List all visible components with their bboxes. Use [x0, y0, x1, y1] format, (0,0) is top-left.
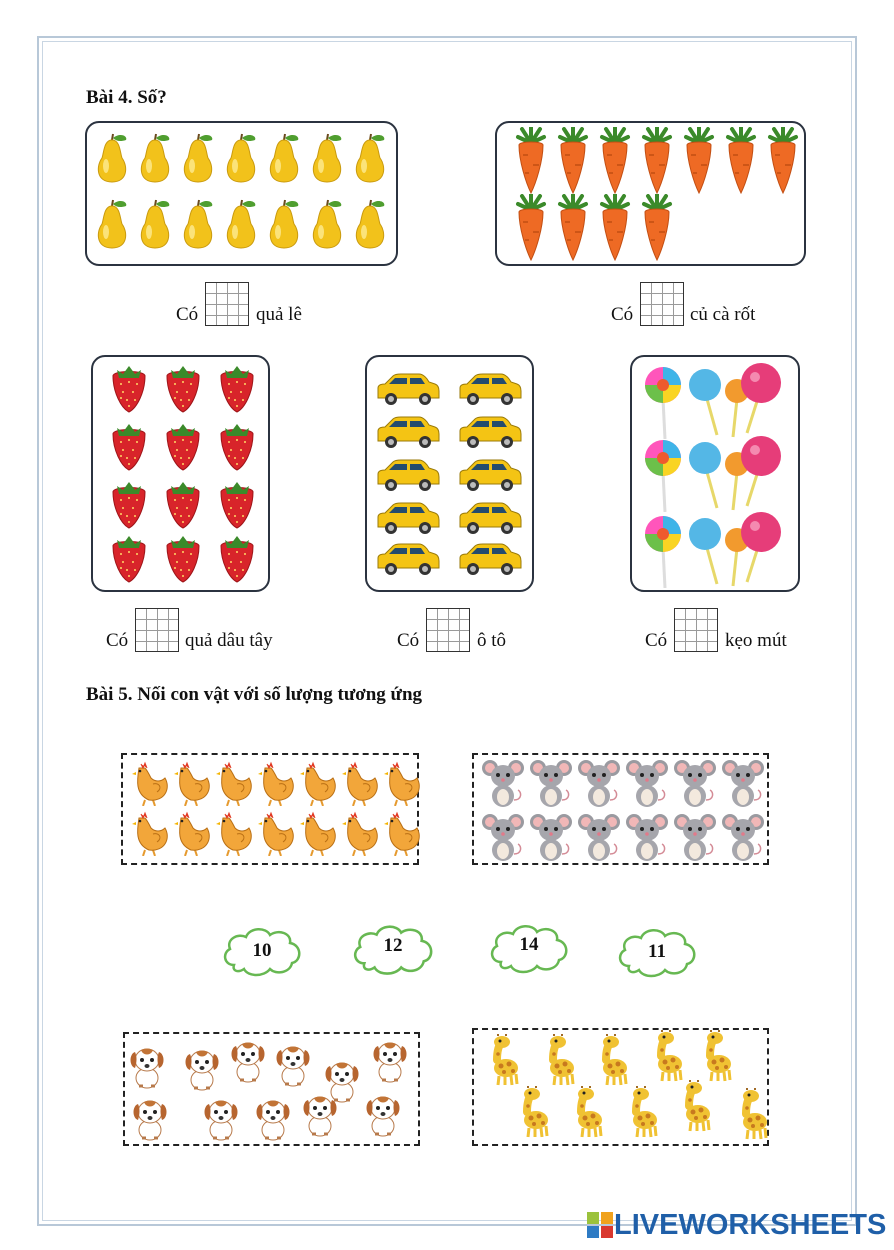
strawberry-icon [109, 532, 149, 589]
pear-icon [307, 198, 347, 257]
answer-suffix: kẹo mút [725, 630, 787, 651]
exercise-4-title: Bài 4. Số? [86, 87, 167, 108]
puppy-icon [253, 1094, 293, 1147]
giraffe-icon [679, 1080, 713, 1137]
strawberry-icon [217, 478, 257, 535]
mouse-icon [722, 758, 764, 813]
puppy-icon [228, 1036, 268, 1089]
hen-icon [341, 760, 381, 811]
strawberry-icon [109, 478, 149, 535]
puppy-icon [363, 1090, 403, 1143]
strawberry-icon [217, 362, 257, 419]
answer-suffix: quả lê [256, 304, 302, 325]
number-value: 11 [648, 941, 666, 962]
logo-text: LIVEWORKSHEETS [614, 1208, 887, 1241]
pear-icon [221, 198, 261, 257]
pear-icon [92, 198, 132, 257]
carrot-icon [556, 127, 590, 200]
hen-icon [383, 810, 423, 861]
mouse-icon [626, 812, 668, 867]
answer-prefix: Có [397, 630, 420, 651]
answer-input-carrots[interactable] [640, 282, 684, 326]
mouse-icon [530, 758, 572, 813]
giraffe-icon [700, 1030, 734, 1087]
carrot-icon [514, 127, 548, 200]
strawberry-icon [163, 478, 203, 535]
logo-icon [586, 1211, 614, 1239]
car-icon [375, 415, 441, 456]
lollipops-cluster-icon [643, 436, 783, 517]
strawberry-icon [109, 362, 149, 419]
hen-icon [257, 810, 297, 861]
answer-input-cars[interactable] [426, 608, 470, 652]
number-cloud-14[interactable] [486, 922, 572, 974]
car-icon [457, 415, 523, 456]
hen-icon [383, 760, 423, 811]
strawberry-icon [217, 420, 257, 477]
lollipops-cluster-icon [643, 363, 783, 444]
carrot-icon [598, 194, 632, 267]
exercise-5-title: Bài 5. Nối con vật với số lượng tương ứng [86, 684, 423, 705]
lollipops-cluster-icon [643, 512, 783, 593]
hen-icon [341, 810, 381, 861]
car-icon [457, 372, 523, 413]
giraffe-icon [487, 1034, 521, 1091]
giraffe-icon [517, 1086, 551, 1143]
strawberry-icon [109, 420, 149, 477]
carrot-icon [682, 127, 716, 200]
carrot-icon [598, 127, 632, 200]
pear-icon [92, 132, 132, 191]
giraffe-icon [543, 1034, 577, 1091]
number-value: 14 [519, 934, 539, 955]
hen-icon [173, 760, 213, 811]
pear-icon [307, 132, 347, 191]
giraffe-icon [736, 1088, 770, 1145]
pear-icon [264, 198, 304, 257]
hen-icon [257, 760, 297, 811]
car-icon [457, 458, 523, 499]
hen-icon [131, 760, 171, 811]
hen-icon [215, 810, 255, 861]
car-icon [375, 372, 441, 413]
answer-suffix: quả dâu tây [185, 630, 273, 651]
answer-input-pears[interactable] [205, 282, 249, 326]
carrot-icon [556, 194, 590, 267]
giraffe-icon [571, 1086, 605, 1143]
carrot-icon [766, 127, 800, 200]
puppy-icon [127, 1042, 167, 1095]
mouse-icon [674, 812, 716, 867]
number-cloud-10[interactable] [220, 925, 304, 977]
puppy-icon [182, 1044, 222, 1097]
answer-input-strawberries[interactable] [135, 608, 179, 652]
pear-icon [178, 198, 218, 257]
car-icon [375, 542, 441, 583]
mouse-icon [482, 812, 524, 867]
pear-icon [221, 132, 261, 191]
hen-icon [131, 810, 171, 861]
puppy-icon [130, 1094, 170, 1147]
liveworksheets-logo [586, 1208, 886, 1242]
mouse-icon [530, 812, 572, 867]
number-cloud-12[interactable] [350, 922, 436, 976]
number-value: 12 [383, 935, 403, 956]
strawberry-icon [217, 532, 257, 589]
mouse-icon [674, 758, 716, 813]
carrot-icon [640, 127, 674, 200]
strawberry-icon [163, 420, 203, 477]
hen-icon [215, 760, 255, 811]
pear-icon [135, 198, 175, 257]
car-icon [457, 501, 523, 542]
puppy-icon [370, 1036, 410, 1089]
mouse-icon [722, 812, 764, 867]
answer-suffix: ô tô [477, 630, 507, 651]
answer-suffix: củ cà rốt [690, 304, 756, 325]
giraffe-icon [596, 1034, 630, 1091]
pear-icon [350, 198, 390, 257]
pear-icon [178, 132, 218, 191]
carrot-icon [640, 194, 674, 267]
number-cloud-11[interactable] [614, 926, 700, 978]
answer-prefix: Có [611, 304, 634, 325]
mouse-icon [578, 758, 620, 813]
answer-input-lollipops[interactable] [674, 608, 718, 652]
carrot-icon [514, 194, 548, 267]
pear-icon [135, 132, 175, 191]
giraffe-icon [626, 1086, 660, 1143]
puppy-icon [201, 1094, 241, 1147]
hen-icon [299, 760, 339, 811]
strawberry-icon [163, 532, 203, 589]
giraffe-icon [651, 1030, 685, 1087]
answer-prefix: Có [176, 304, 199, 325]
mouse-icon [482, 758, 524, 813]
car-icon [457, 542, 523, 583]
carrot-icon [724, 127, 758, 200]
strawberry-icon [163, 362, 203, 419]
car-icon [375, 458, 441, 499]
mouse-icon [626, 758, 668, 813]
pear-icon [264, 132, 304, 191]
pear-icon [350, 132, 390, 191]
puppy-icon [300, 1090, 340, 1143]
answer-prefix: Có [645, 630, 668, 651]
puppy-icon [273, 1040, 313, 1093]
hen-icon [299, 810, 339, 861]
number-value: 10 [252, 940, 272, 961]
answer-prefix: Có [106, 630, 129, 651]
mouse-icon [578, 812, 620, 867]
hen-icon [173, 810, 213, 861]
car-icon [375, 501, 441, 542]
